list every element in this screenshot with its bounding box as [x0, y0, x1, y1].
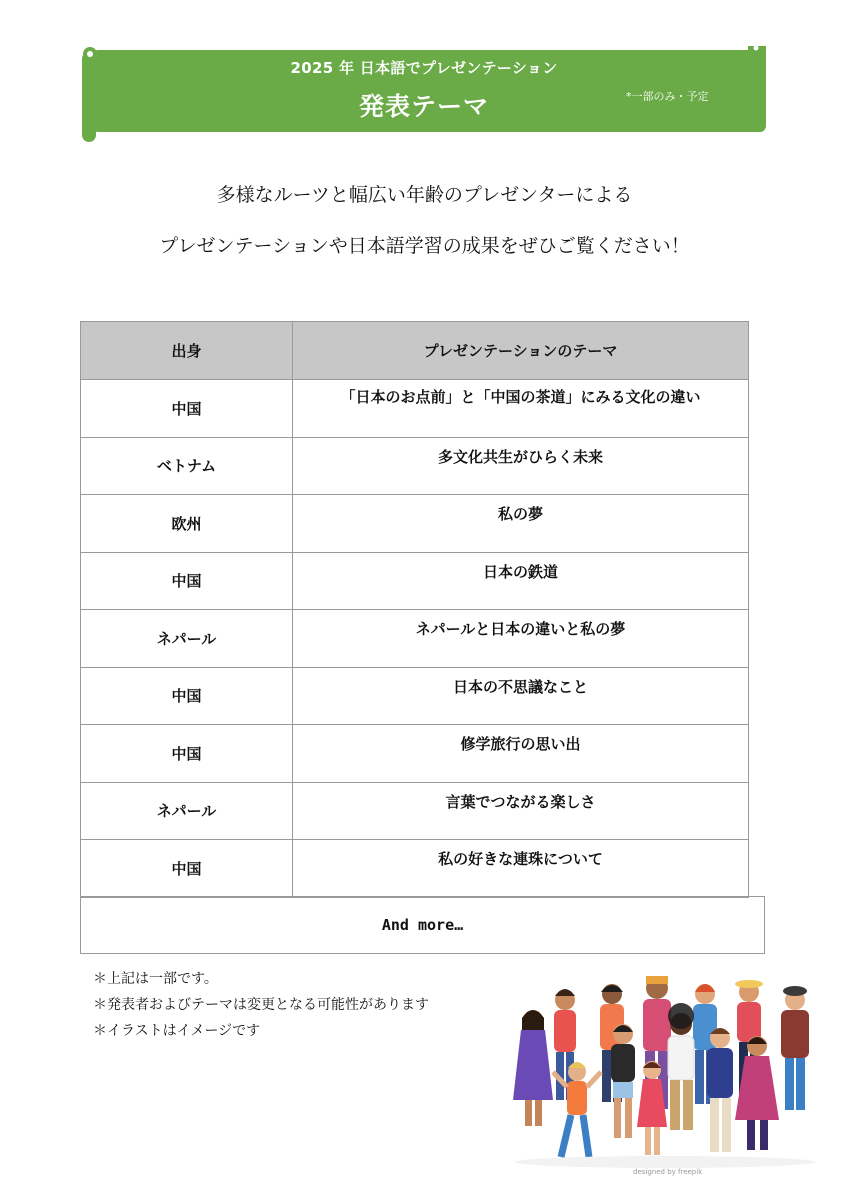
- table-row: [81, 380, 749, 438]
- row-theme: 日本の不思議なこと: [293, 667, 749, 725]
- table-row: [81, 782, 749, 840]
- row-theme: ネパールと日本の違いと私の夢: [293, 610, 749, 668]
- row-origin: ネパール: [81, 782, 293, 840]
- row-origin: 中国: [81, 667, 293, 725]
- diverse-people-illustration-icon: [505, 972, 830, 1182]
- page-title: 発表テーマ: [358, 92, 489, 121]
- row-origin: 中国: [81, 552, 293, 610]
- person-figure: [781, 986, 809, 1110]
- table-row: [81, 725, 749, 783]
- table-row: [81, 667, 749, 725]
- row-theme: 修学旅行の思い出: [293, 725, 749, 783]
- person-figure: [553, 1062, 601, 1157]
- person-figure: [513, 1010, 553, 1126]
- row-origin: 欧州: [81, 495, 293, 553]
- row-theme: 私の好きな連珠について: [293, 840, 749, 898]
- row-theme: 「日本のお点前」と「中国の茶道」にみる文化の違い: [293, 380, 749, 438]
- row-origin: 中国: [81, 840, 293, 898]
- banner-subtitle: 2025 年 日本語でプレゼンテーション: [290, 59, 558, 77]
- themes-table: [80, 321, 749, 898]
- row-theme: 私の夢: [293, 495, 749, 553]
- row-theme: 言葉でつながる楽しさ: [293, 782, 749, 840]
- row-origin: ネパール: [81, 610, 293, 668]
- footnote: ＊イラストはイメージです: [93, 1023, 261, 1039]
- table-header-row: [81, 322, 749, 380]
- table-row: [81, 437, 749, 495]
- footnotes: [93, 966, 429, 1044]
- row-origin: 中国: [81, 725, 293, 783]
- table-row: [81, 840, 749, 898]
- row-theme: 日本の鉄道: [293, 552, 749, 610]
- row-theme: 多文化共生がひらく未来: [293, 437, 749, 495]
- illustration-credit: designed by freepik: [633, 1168, 703, 1176]
- intro-line-2: プレゼンテーションや日本語学習の成果をぜひご覧ください！: [159, 235, 690, 257]
- table-row: [81, 495, 749, 553]
- row-origin: 中国: [81, 380, 293, 438]
- header-origin: 出身: [81, 322, 293, 380]
- table-row: [81, 610, 749, 668]
- person-figure: [668, 1003, 694, 1130]
- table-row: [81, 552, 749, 610]
- footnote: ＊発表者およびテーマは変更となる可能性があります: [93, 997, 429, 1013]
- banner-note: *一部のみ・予定: [626, 90, 709, 103]
- header-theme: プレゼンテーションのテーマ: [293, 322, 749, 380]
- footnote: ＊上記は一部です。: [93, 971, 218, 987]
- and-more-row: And more…: [80, 896, 765, 954]
- row-origin: ベトナム: [81, 437, 293, 495]
- intro-line-1: 多様なルーツと幅広い年齢のプレゼンターによる: [216, 184, 633, 206]
- title-banner: [82, 46, 766, 142]
